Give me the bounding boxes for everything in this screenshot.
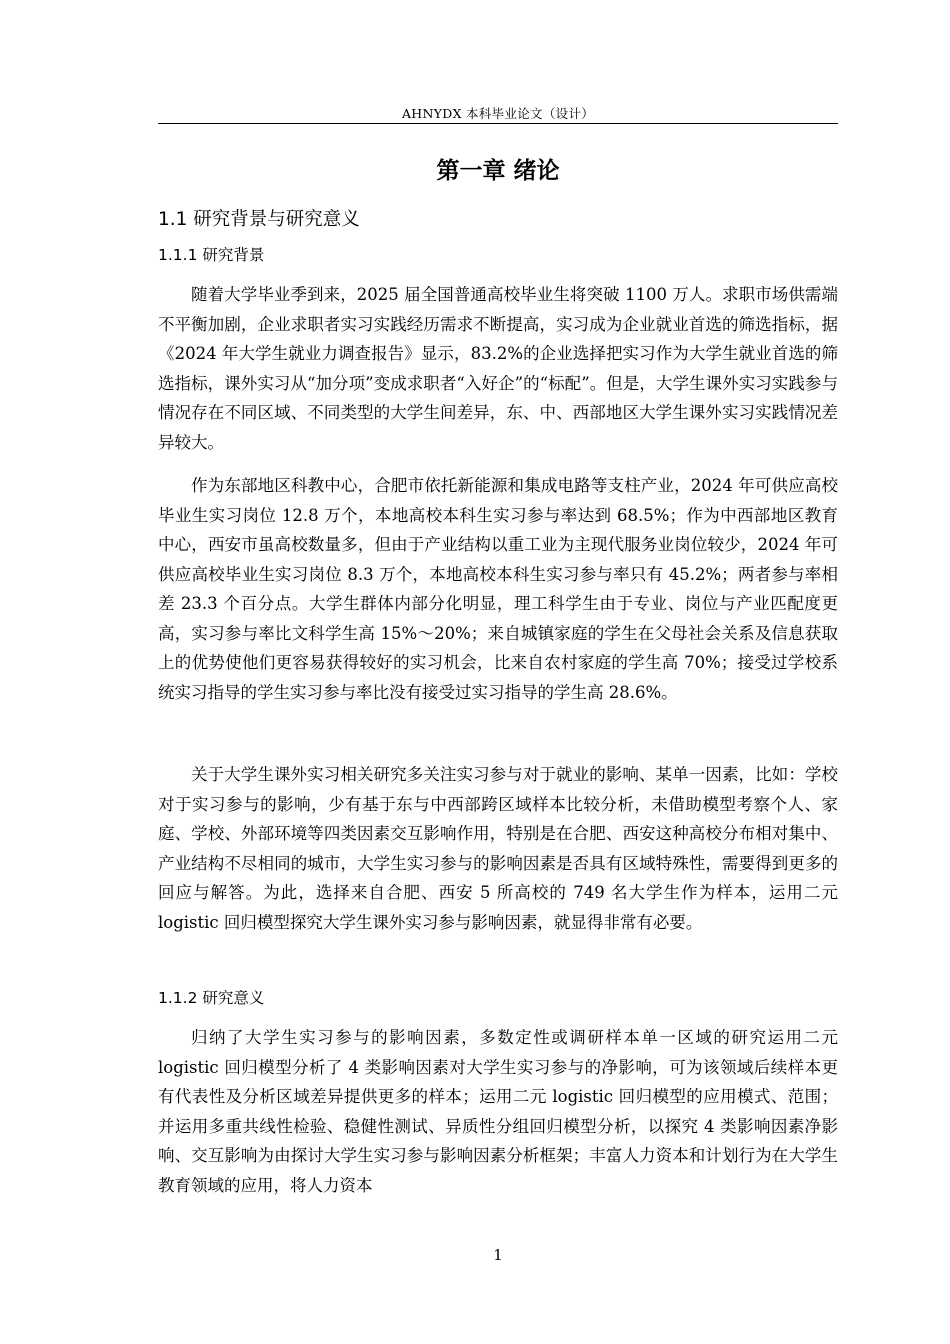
page-number: 1 bbox=[493, 1246, 503, 1264]
subsection-heading-background: 1.1.1 研究背景 bbox=[158, 246, 265, 264]
paragraph-background-2: 作为东部地区科教中心，合肥市依托新能源和集成电路等支柱产业，2024 年可供应高校毕业生实习岗位 12.8 万个，本地高校本科生实习参与率达到 68.5%；作为中西部地区教育中心，西安市虽高校数量多，但由于产业结构以重工业为主现代服务业岗位较少，2024 年可供应高校毕业生实习岗位 8.3 万个，本地高校本科生实习参与率只有 45.2%；两者参与率相差 23.3 个百分点。大学生群体内部分化明显，理工科学生由于专业、岗位与产业匹配度更高，实习参与率比文科学生高 15%～20%；来自城镇家庭的学生在父母社会关系及信息获取上的优势使他们更容易获得较好的实习机会，比来自农村家庭的学生高 70%；接受过学校系统实习指导的学生实习参与率比没有接受过实习指导的学生高 28.6%。 bbox=[158, 476, 838, 702]
paragraph-background-3: 关于大学生课外实习相关研究多关注实习参与对于就业的影响、某单一因素，比如：学校对于实习参与的影响，少有基于东与中西部跨区域样本比较分析，未借助模型考察个人、家庭、学校、外部环境等四类因素交互影响作用，特别是在合肥、西安这种高校分布相对集中、产业结构不尽相同的城市，大学生实习参与的影响因素是否具有区域特殊性，需要得到更多的回应与解答。为此，选择来自合肥、西安 5 所高校的 749 名大学生作为样本，运用二元 logistic 回归模型探究大学生课外实习参与影响因素，就显得非常有必要。 bbox=[158, 765, 838, 932]
chapter-title: 第一章 绪论 bbox=[436, 158, 560, 184]
section-heading-1-1: 1.1 研究背景与研究意义 bbox=[158, 209, 360, 230]
paragraph-background-1: 随着大学毕业季到来，2025 届全国普通高校毕业生将突破 1100 万人。求职市场供需端不平衡加剧，企业求职者实习实践经历需求不断提高，实习成为企业就业首选的筛选指标，据《2024 年大学生就业力调查报告》显示，83.2%的企业选择把实习作为大学生就业首选的筛选指标，课外实习从“加分项”变成求职者“入好企”的“标配”。但是，大学生课外实习实践参与情况存在不同区域、不同类型的大学生间差异，东、中、西部地区大学生课外实习实践情况差异较大。 bbox=[158, 285, 838, 452]
running-header: AHNYDX 本科毕业论文（设计） bbox=[401, 106, 595, 121]
paragraph-significance-1: 归纳了大学生实习参与的影响因素，多数定性或调研样本单一区域的研究运用二元 logistic 回归模型分析了 4 类影响因素对大学生实习参与的净影响，可为该领域后续样本更有代表性及分析区域差异提供更多的样本；运用二元 logistic 回归模型的应用模式、范围；并运用多重共线性检验、稳健性测试、异质性分组回归模型分析，以探究 4 类影响因素净影响、交互影响为由探讨大学生实习参与影响因素分析框架；丰富人力资本和计划行为在大学生教育领域的应用，将人力资本 bbox=[158, 1028, 838, 1195]
header-rule bbox=[158, 123, 838, 124]
subsection-heading-significance: 1.1.2 研究意义 bbox=[158, 989, 265, 1007]
